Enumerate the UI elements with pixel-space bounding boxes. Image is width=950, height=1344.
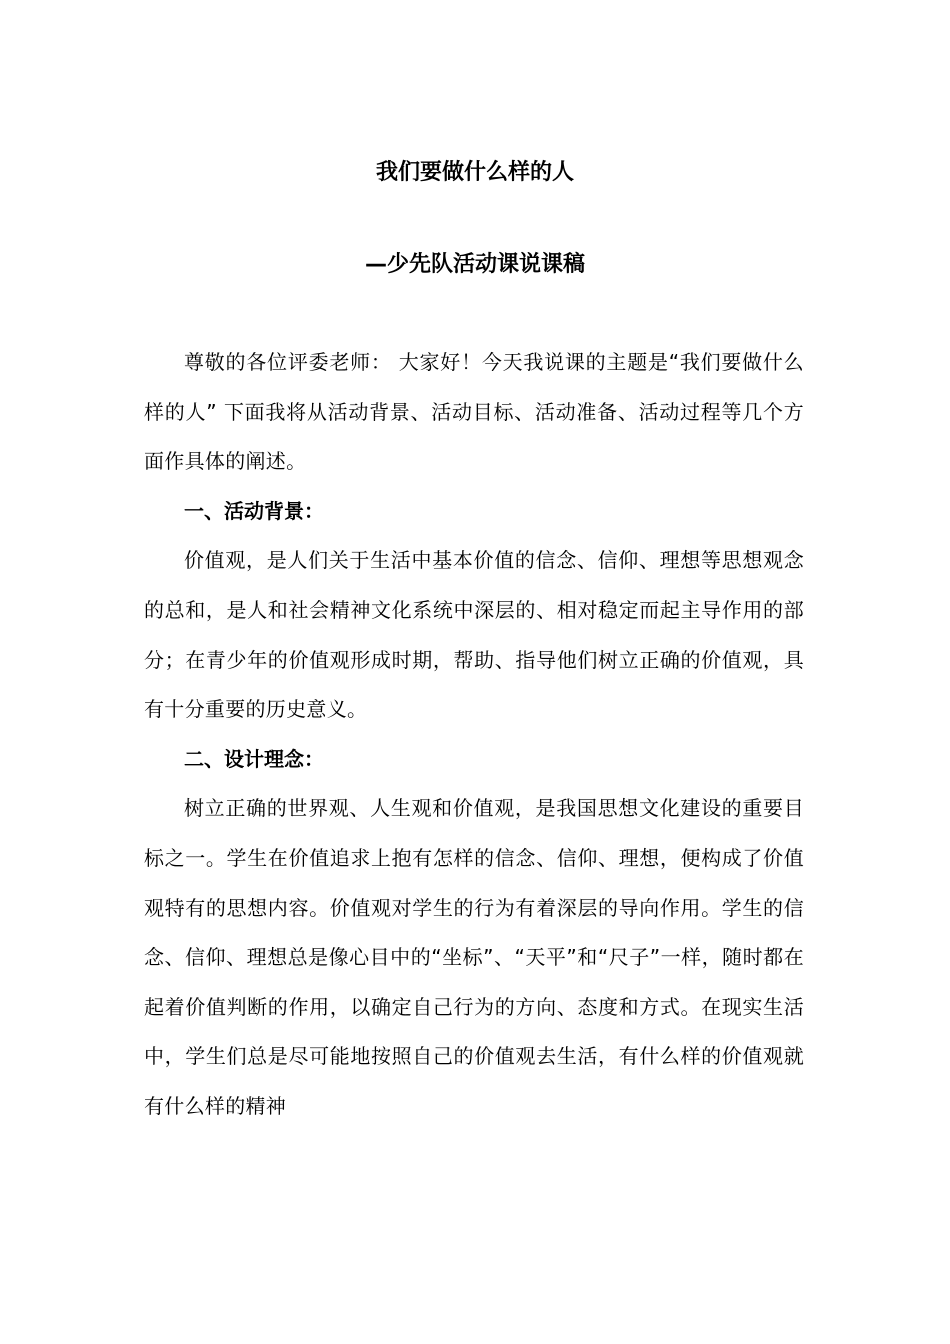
section-heading-design-concept: 二、设计理念： <box>184 746 324 771</box>
section-heading-background: 一、活动背景： <box>184 498 324 523</box>
section-paragraph-design-concept: 树立正确的世界观、人生观和价值观，是我国思想文化建设的重要目标之一。学生在价值追求上抱有怎样的信念、信仰、理想，便构成了价值观特有的思想内容。价值观对学生的行为有着深层的导向作用。学生的信念、信仰、理想总是像心目中的“坐标”、“天平”和“尺子”一样，随时都在起着价值判断的作用，以确定自己行为的方向、态度和方式。在现实生活中，学生们总是尽可能地按照自己的价值观去生活，有什么样的价值观就有什么样的精神 <box>144 796 804 1118</box>
document-title: 我们要做什么样的人 <box>375 160 574 185</box>
document-subtitle: —少先队活动课说课稿 <box>364 252 585 277</box>
document-body <box>144 338 804 1132</box>
section-paragraph-background: 价值观，是人们关于生活中基本价值的信念、信仰、理想等思想观念的总和，是人和社会精神文化系统中深层的、相对稳定而起主导作用的部分；在青少年的价值观形成时期，帮助、指导他们树立正确的价值观，具有十分重要的历史意义。 <box>144 548 804 722</box>
intro-paragraph: 尊敬的各位评委老师： 大家好！今天我说课的主题是“我们要做什么样的人” 下面我将从活动背景、活动目标、活动准备、活动过程等几个方面作具体的阐述。 <box>144 350 804 474</box>
